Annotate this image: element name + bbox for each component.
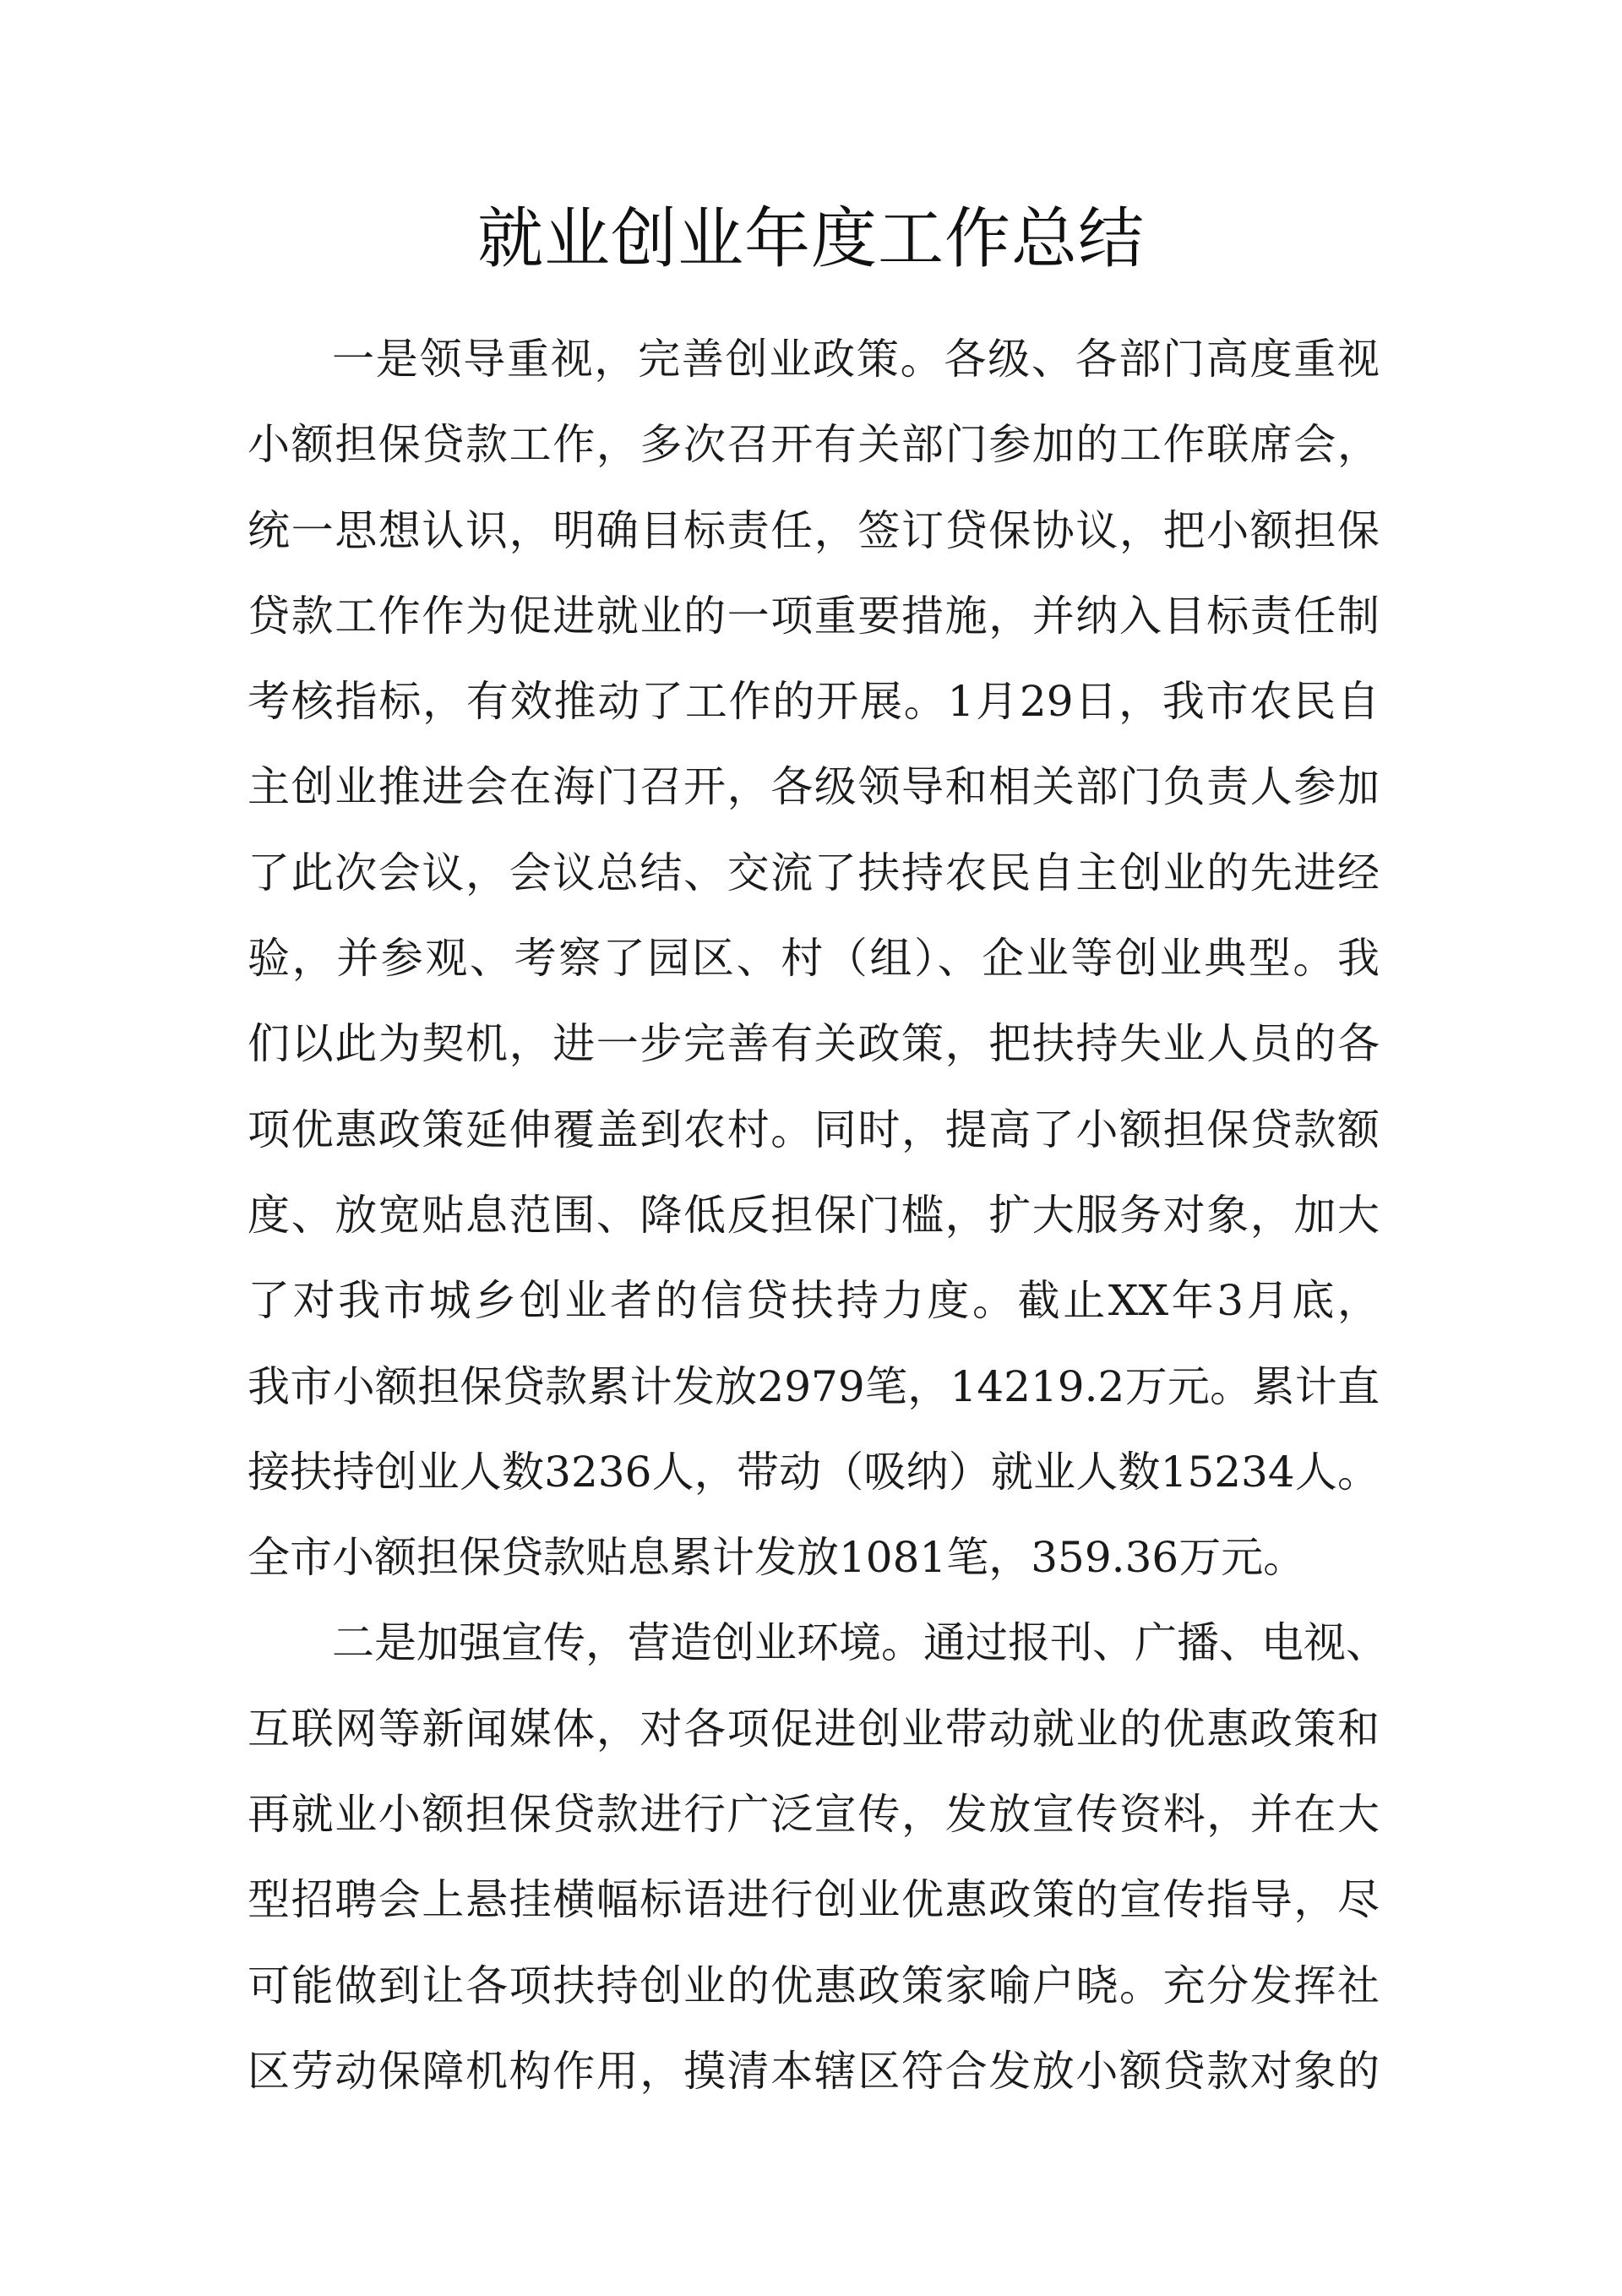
paragraph-1-line-3: 统一思想认识，明确目标责任，签订贷保协议，把小额担保 [248,505,1380,555]
paragraph-1-line-15: 全市小额担保贷款贴息累计发放1081笔，359.36万元。 [248,1533,1306,1583]
paragraph-1-line-13: 我市小额担保贷款累计发放2979笔，14219.2万元。累计直 [248,1361,1380,1411]
paragraph-1-line-7: 了此次会议，会议总结、交流了扶持农民自主创业的先进经 [248,848,1380,897]
paragraph-1-line-10: 项优惠政策延伸覆盖到农村。同时，提高了小额担保贷款额 [248,1104,1380,1154]
paragraph-2-line-4: 型招聘会上悬挂横幅标语进行创业优惠政策的宣传指导，尽 [248,1875,1380,1925]
paragraph-1-line-2: 小额担保贷款工作，多次召开有关部门参加的工作联席会， [248,420,1380,470]
paragraph-2-line-6: 区劳动保障机构作用，摸清本辖区符合发放小额贷款对象的 [248,2046,1380,2096]
paragraph-2-line-1: 二是加强宣传，营造创业环境。通过报刊、广播、电视、 [332,1618,1388,1668]
paragraph-1-line-12: 了对我市城乡创业者的信贷扶持力度。截止XX年3月底， [248,1276,1380,1326]
paragraph-2-line-5: 可能做到让各项扶持创业的优惠政策家喻户晓。充分发挥社 [248,1961,1380,2010]
paragraph-1-line-6: 主创业推进会在海门召开，各级领导和相关部门负责人参加 [248,762,1380,812]
document-title: 就业创业年度工作总结 [476,201,1145,277]
paragraph-1-line-5: 考核指标，有效推动了工作的开展。1月29日，我市农民自 [248,677,1380,727]
document-body [248,317,1388,2114]
paragraph-1-line-11: 度、放宽贴息范围、降低反担保门槛，扩大服务对象，加大 [248,1190,1380,1240]
paragraph-1-line-4: 贷款工作作为促进就业的一项重要措施，并纳入目标责任制 [248,591,1380,641]
paragraph-1-line-14: 接扶持创业人数3236人，带动（吸纳）就业人数15234人。 [248,1447,1380,1497]
paragraph-2-line-2: 互联网等新闻媒体，对各项促进创业带动就业的优惠政策和 [248,1704,1380,1753]
paragraph-1-line-9: 们以此为契机，进一步完善有关政策，把扶持失业人员的各 [248,1019,1380,1069]
paragraph-2-line-3: 再就业小额担保贷款进行广泛宣传，发放宣传资料，并在大 [248,1790,1380,1840]
paragraph-1-line-8: 验，并参观、考察了园区、村（组）、企业等创业典型。我 [248,934,1380,984]
paragraph-1-line-1: 一是领导重视，完善创业政策。各级、各部门高度重视 [332,335,1380,384]
